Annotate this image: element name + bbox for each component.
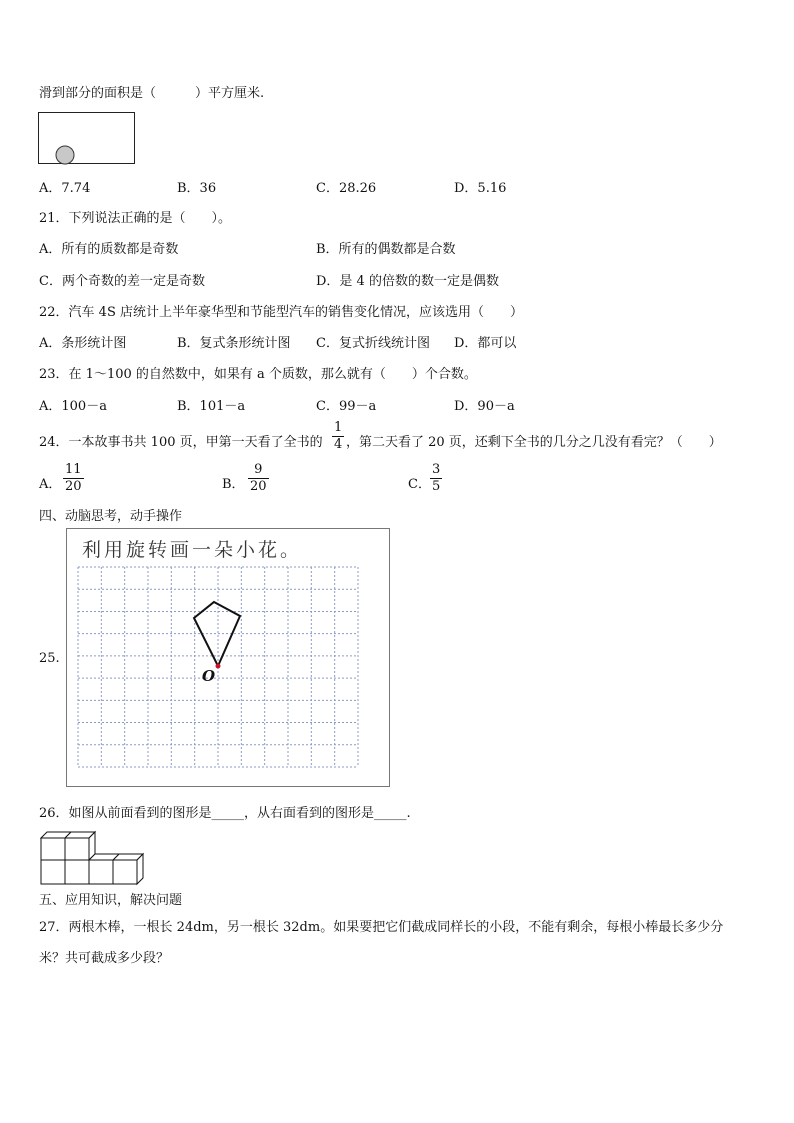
q24-option-b-label: B． — [222, 477, 245, 492]
q24-fraction-denominator: 4 — [334, 437, 343, 452]
section-5-heading: 五、应用知识，解决问题 — [39, 893, 183, 908]
q26-text: 26．如图从前面看到的图形是_____，从右面看到的图形是_____. — [39, 806, 411, 821]
q23-option-a: A．100－a — [39, 399, 107, 414]
q22-option-b: B．复式条形统计图 — [177, 336, 291, 351]
q20-option-a: A．7.74 — [39, 181, 91, 196]
q24-option-b-denominator: 20 — [250, 479, 267, 494]
q24-option-c-label: C． — [408, 477, 431, 492]
q21-option-b: B．所有的偶数都是合数 — [316, 242, 456, 257]
q20-option-d: D．5.16 — [454, 181, 507, 196]
q23-option-b: B．101－a — [177, 399, 246, 414]
q24-option-c-denominator: 5 — [432, 479, 441, 494]
q20-figure — [38, 112, 136, 166]
q24-option-a-fraction — [63, 462, 84, 495]
q21-option-d: D．是 4 的倍数的数一定是偶数 — [316, 274, 499, 289]
q21-text: 21．下列说法正确的是（ ）。 — [39, 211, 232, 226]
q22-option-d: D．都可以 — [454, 336, 517, 351]
q26-cube-figure — [39, 830, 149, 886]
q24-option-a-label: A． — [39, 477, 62, 492]
q23-option-c: C．99－a — [316, 399, 377, 414]
q21-option-c: C．两个奇数的差一定是奇数 — [39, 274, 205, 289]
q24-text-before: 24．一本故事书共 100 页，甲第一天看了全书的 — [39, 435, 323, 450]
q24-fraction — [332, 420, 344, 453]
q27-line-2: 米？共可截成多少段？ — [39, 951, 170, 966]
q23-option-d: D．90－a — [454, 399, 515, 414]
q25-number: 25. — [39, 651, 60, 666]
section-4-heading: 四、动脑思考，动手操作 — [39, 509, 183, 524]
q21-option-a: A．所有的质数都是奇数 — [39, 242, 179, 257]
q24-option-b-fraction — [248, 462, 269, 495]
q24-option-a-denominator: 20 — [65, 479, 82, 494]
q24-option-c-numerator: 3 — [432, 462, 441, 477]
q23-text: 23．在 1～100 的自然数中，如果有 a 个质数，那么就有（ ）个合数。 — [39, 367, 477, 382]
q24-fraction-numerator: 1 — [334, 420, 343, 435]
q20-option-c: C．28.26 — [316, 181, 377, 196]
q20-circle — [56, 146, 74, 164]
q24-option-c-fraction — [430, 462, 442, 495]
q20-rectangle — [39, 113, 135, 164]
q25-point-o — [216, 664, 221, 669]
q24-text-after: ，第二天看了 20 页，还剩下全书的几分之几没有看完？（ ） — [346, 435, 722, 450]
q24-option-a-numerator: 11 — [65, 462, 82, 477]
q22-option-a: A．条形统计图 — [39, 336, 127, 351]
q20-text: 滑到部分的面积是（ ）平方厘米. — [39, 86, 265, 101]
q25-point-label: O — [202, 667, 216, 685]
q22-option-c: C．复式折线统计图 — [316, 336, 430, 351]
q22-text: 22．汽车 4S 店统计上半年豪华型和节能型汽车的销售变化情况，应该选用（ ） — [39, 305, 523, 320]
q25-kite-shape — [190, 598, 250, 678]
q24-option-b-numerator: 9 — [254, 462, 263, 477]
q20-option-b: B．36 — [177, 181, 217, 196]
q27-line-1: 27．两根木棒，一根长 24dm，另一根长 32dm。如果要把它们截成同样长的小段，不能有剩余，每根小棒最长多少分 — [39, 920, 724, 935]
q25-grid-title: 利用旋转画一朵小花。 — [82, 539, 303, 561]
